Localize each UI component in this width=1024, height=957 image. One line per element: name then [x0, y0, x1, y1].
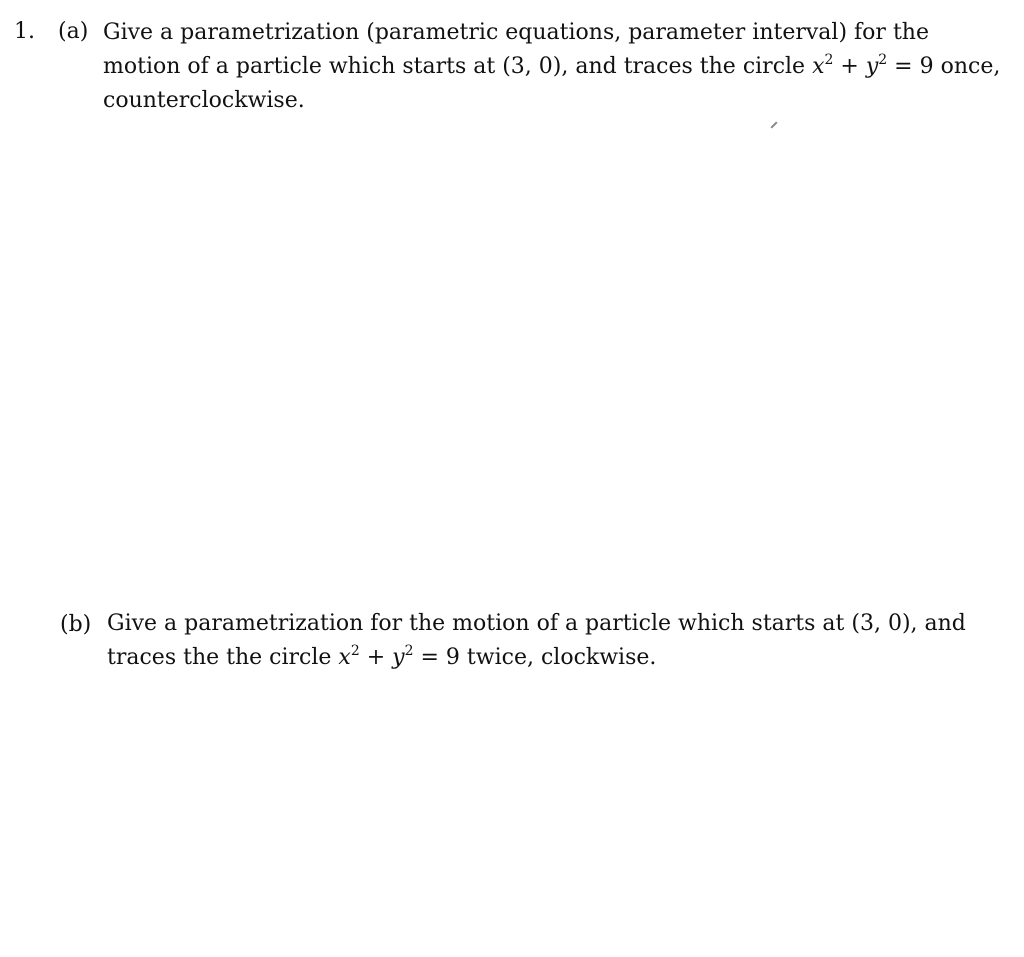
part-b-line-1: Give a parametrization for the motion of a particle which starts at (3, 0), and [107, 611, 966, 636]
part-a-line-2-text: motion of a particle which starts at (3, 0), and traces the circle [103, 54, 813, 79]
part-a-eq-y-exp: 2 [878, 52, 888, 68]
problem-number: 1. [14, 19, 35, 44]
part-b-eq-x-exp: 2 [350, 643, 360, 659]
part-b-eq-rhs: = 9 twice, clockwise. [413, 645, 657, 670]
part-a-line-1: Give a parametrization (parametric equations, parameter interval) for the [103, 20, 929, 45]
part-b-line-2 [107, 641, 967, 675]
part-b-eq-x: x [338, 645, 351, 670]
part-a-label: (a) [58, 19, 89, 44]
part-b-eq-plus: + [359, 645, 393, 670]
part-a-line-2 [103, 50, 1001, 84]
part-b-question [107, 607, 967, 675]
part-a-eq-y: y [865, 54, 879, 79]
part-a-eq-rhs: = 9 once, [887, 54, 1001, 79]
part-b-label: (b) [60, 612, 92, 637]
part-a-eq-x-exp: 2 [824, 52, 834, 68]
part-b-eq-y: y [392, 645, 405, 670]
part-b-line-2-text: traces the the circle [107, 645, 339, 670]
part-a-eq-plus: + [833, 54, 866, 79]
part-a-eq-x: x [812, 54, 825, 79]
part-a-question [103, 16, 1001, 118]
answer-space-a[interactable] [0, 120, 1024, 590]
answer-space-b[interactable] [0, 680, 1024, 950]
part-a-line-3: counterclockwise. [103, 88, 305, 113]
part-b-eq-y-exp: 2 [404, 643, 414, 659]
